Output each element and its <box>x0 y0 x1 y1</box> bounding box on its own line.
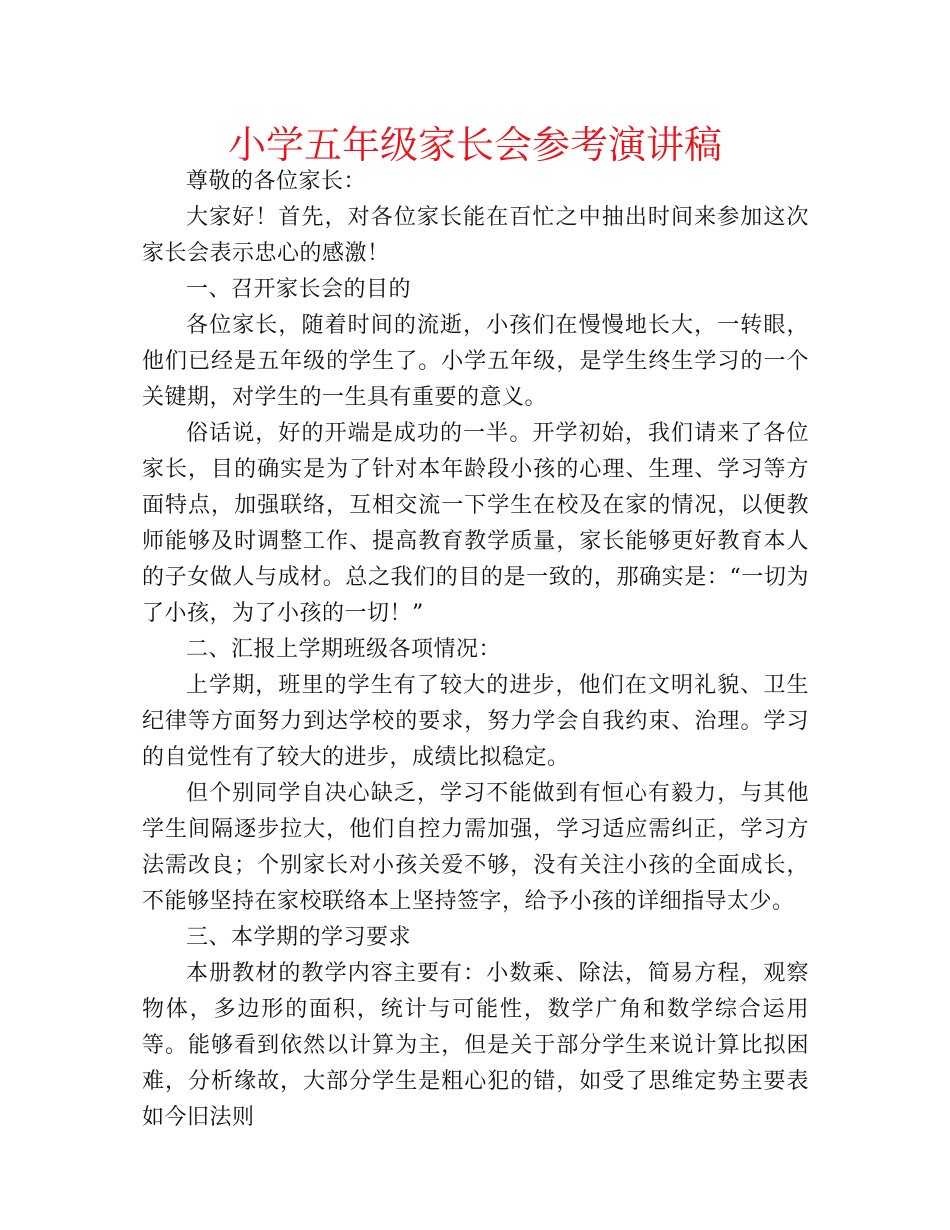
section-heading-3: 三、本学期的学习要求 <box>186 925 412 950</box>
paragraph-3: 上学期，班里的学生有了较大的进步，他们在文明礼貌、卫生纪律等方面努力到达学校的要求，努力学会自我约束、治理。学习的自觉性有了较大的进步，成绩比拟稳定。 <box>142 673 809 770</box>
paragraph-2: 俗话说，好的开端是成功的一半。开学初始，我们请来了各位家长，目的确实是为了针对本年龄段小孩的心理、生理、学习等方面特点，加强联络，互相交流一下学生在校及在家的情况，以便教师能够及时调整工作、提高教育教学质量，家长能够更好教育本人的子女做人与成材。总之我们的目的是一致的，那确实是：“一切为了小孩，为了小孩的一切！” <box>142 421 809 626</box>
section-heading-2: 二、汇报上学期班级各项情况： <box>186 637 502 662</box>
paragraph-5: 本册教材的教学内容主要有：小数乘、除法，简易方程，观察物体，多边形的面积，统计与可能性，数学广角和数学综合运用等。能够看到依然以计算为主，但是关于部分学生来说计算比拟困难，分析缘故，大部分学生是粗心犯的错，如受了思维定势主要表如今旧法则 <box>142 961 809 1130</box>
paragraph-4: 但个别同学自决心缺乏，学习不能做到有恒心有毅力，与其他学生间隔逐步拉大，他们自控力需加强，学习适应需纠正，学习方法需改良；个别家长对小孩关爱不够，没有关注小孩的全面成长，不能够坚持在家校联络本上坚持签字，给予小孩的详细指导太少。 <box>142 781 809 914</box>
salutation: 尊敬的各位家长： <box>186 169 367 194</box>
document-body <box>142 164 809 1136</box>
section-heading-1: 一、召开家长会的目的 <box>186 277 412 302</box>
paragraph-1: 各位家长，随着时间的流逝，小孩们在慢慢地长大，一转眼，他们已经是五年级的学生了。小学五年级，是学生终生学习的一个关键期，对学生的一生具有重要的意义。 <box>142 313 809 410</box>
document-title: 小学五年级家长会参考演讲稿 <box>227 123 722 167</box>
paragraph-greeting: 大家好！首先，对各位家长能在百忙之中抽出时间来参加这次家长会表示忠心的感激！ <box>142 205 809 266</box>
